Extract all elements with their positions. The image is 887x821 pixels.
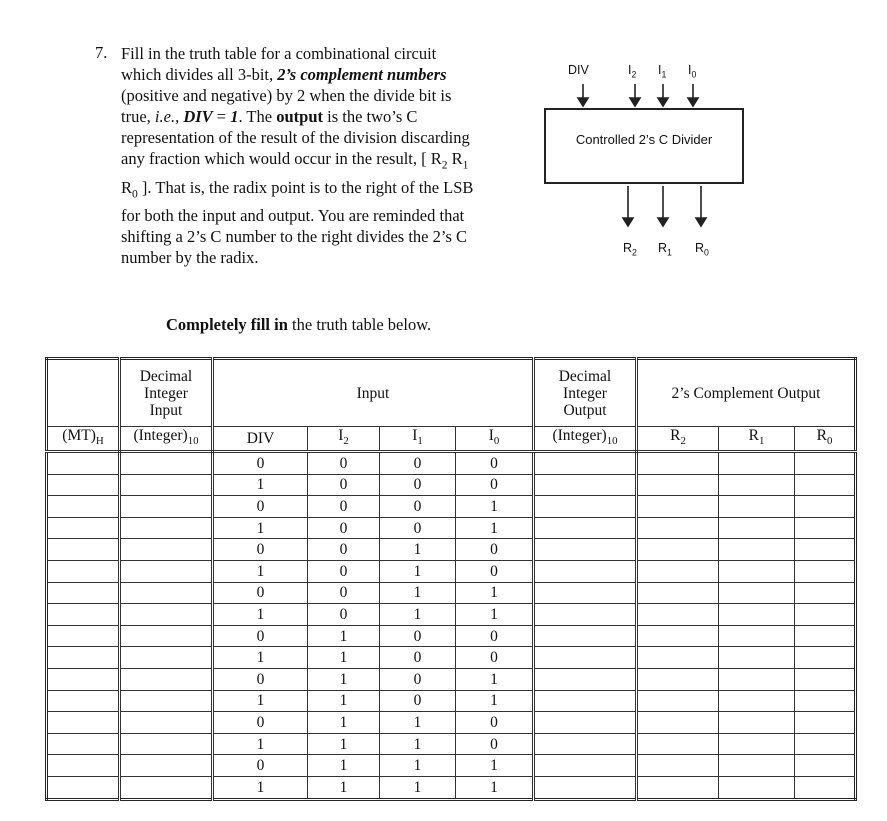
decimal-output-cell[interactable] [534, 733, 637, 755]
div-cell: 1 [213, 517, 308, 539]
div-cell: 1 [213, 604, 308, 626]
r0-cell[interactable] [795, 690, 856, 712]
i1-cell: 1 [380, 777, 456, 800]
header-decimal-input: Decimal Integer Input [120, 359, 213, 427]
r1-cell[interactable] [719, 712, 795, 734]
question-text: Fill in the truth table for a combinational circuit which divides all 3-bit, 2’s complement numbers (positive and negative) by 2 when the divide bit is true, i.e., DIV = 1. The output is the two’s C representation of the result of the division discarding any fraction which would occur in the result, [ $R_2$ $R_1$ $R_0$ ]. That is, the radix point is to the right of the LSB for both the input and output. You are reminded that shifting a 2’s C number to the right divides the 2’s C number by the radix. [121, 44, 474, 268]
i1-cell: 0 [380, 496, 456, 518]
decimal-input-cell[interactable] [120, 582, 213, 604]
col-r0: $R_0$ [795, 427, 856, 452]
input-label-div: DIV [568, 63, 589, 77]
header-input: Input [213, 359, 534, 427]
r0-cell[interactable] [795, 517, 856, 539]
r2-cell[interactable] [637, 755, 719, 777]
r2-cell[interactable] [637, 777, 719, 800]
mt-cell[interactable] [47, 647, 120, 669]
input-label-i0: $I_0$ [688, 63, 697, 80]
i2-cell: 1 [308, 669, 380, 691]
mt-cell[interactable] [47, 561, 120, 583]
table-row [47, 539, 856, 561]
mt-cell[interactable] [47, 582, 120, 604]
decimal-input-cell[interactable] [120, 669, 213, 691]
i0-cell: 0 [456, 733, 534, 755]
r2-cell[interactable] [637, 733, 719, 755]
r1-cell[interactable] [719, 474, 795, 496]
i1-cell: 0 [380, 647, 456, 669]
i2-cell: 1 [308, 733, 380, 755]
i0-cell: 0 [456, 474, 534, 496]
r1-cell[interactable] [719, 690, 795, 712]
r0-cell[interactable] [795, 604, 856, 626]
table-row [47, 625, 856, 647]
i2-cell: 1 [308, 647, 380, 669]
div-cell: 1 [213, 777, 308, 800]
i0-cell: 1 [456, 496, 534, 518]
decimal-output-cell[interactable] [534, 561, 637, 583]
i0-cell: 1 [456, 582, 534, 604]
decimal-output-cell[interactable] [534, 496, 637, 518]
r1-cell[interactable] [719, 561, 795, 583]
mt-cell[interactable] [47, 777, 120, 800]
i1-cell: 1 [380, 539, 456, 561]
col-r1: $R_1$ [719, 427, 795, 452]
i2-cell: 1 [308, 777, 380, 800]
i2-cell: 1 [308, 625, 380, 647]
input-label-i2: $I_2$ [628, 63, 637, 80]
r0-cell[interactable] [795, 625, 856, 647]
table-header-row [47, 359, 856, 427]
mt-cell[interactable] [47, 733, 120, 755]
r2-cell[interactable] [637, 561, 719, 583]
table-row [47, 496, 856, 518]
decimal-input-cell[interactable] [120, 517, 213, 539]
i0-cell: 0 [456, 452, 534, 475]
r2-cell[interactable] [637, 647, 719, 669]
r0-cell[interactable] [795, 733, 856, 755]
mt-cell[interactable] [47, 539, 120, 561]
output-label-r1: $R_1$ [658, 241, 672, 258]
r0-cell[interactable] [795, 539, 856, 561]
decimal-output-cell[interactable] [534, 755, 637, 777]
r1-cell[interactable] [719, 669, 795, 691]
i2-cell: 0 [308, 474, 380, 496]
r1-cell[interactable] [719, 582, 795, 604]
i2-cell: 0 [308, 604, 380, 626]
div-cell: 1 [213, 647, 308, 669]
divider-box-label: Controlled 2’s C Divider [575, 132, 713, 147]
div-cell: 0 [213, 539, 308, 561]
table-column-row [47, 427, 856, 452]
table-row [47, 517, 856, 539]
table-row [47, 669, 856, 691]
col-integer-out: $(Integer)_{10}$ [534, 427, 637, 452]
i1-cell: 0 [380, 669, 456, 691]
instruction: Completely fill in the truth table below. [166, 315, 432, 334]
i1-cell: 0 [380, 452, 456, 475]
i0-cell: 1 [456, 517, 534, 539]
r1-cell[interactable] [719, 452, 795, 475]
mt-cell[interactable] [47, 755, 120, 777]
r1-cell[interactable] [719, 733, 795, 755]
decimal-output-cell[interactable] [534, 452, 637, 475]
decimal-input-cell[interactable] [120, 452, 213, 475]
i0-cell: 0 [456, 712, 534, 734]
table-row [47, 604, 856, 626]
decimal-input-cell[interactable] [120, 474, 213, 496]
table-row [47, 582, 856, 604]
mt-cell[interactable] [47, 474, 120, 496]
r0-cell[interactable] [795, 561, 856, 583]
table-row [47, 452, 856, 475]
i0-cell: 1 [456, 777, 534, 800]
r1-cell[interactable] [719, 777, 795, 800]
decimal-input-cell[interactable] [120, 625, 213, 647]
decimal-output-cell[interactable] [534, 539, 637, 561]
input-label-i1: $I_1$ [658, 63, 667, 80]
i2-cell: 0 [308, 517, 380, 539]
decimal-output-cell[interactable] [534, 777, 637, 800]
mt-cell[interactable] [47, 452, 120, 475]
decimal-input-cell[interactable] [120, 647, 213, 669]
decimal-output-cell[interactable] [534, 582, 637, 604]
r1-cell[interactable] [719, 647, 795, 669]
mt-cell[interactable] [47, 604, 120, 626]
truth-table [45, 357, 857, 801]
r0-cell[interactable] [795, 755, 856, 777]
col-i2: $I_2$ [308, 427, 380, 452]
table-row [47, 777, 856, 800]
decimal-input-cell[interactable] [120, 690, 213, 712]
output-label-r0: $R_0$ [695, 241, 709, 258]
decimal-output-cell[interactable] [534, 625, 637, 647]
r2-cell[interactable] [637, 539, 719, 561]
decimal-output-cell[interactable] [534, 690, 637, 712]
r0-cell[interactable] [795, 777, 856, 800]
i1-cell: 0 [380, 625, 456, 647]
r2-cell[interactable] [637, 582, 719, 604]
divider-block-diagram [540, 60, 750, 260]
mt-cell[interactable] [47, 712, 120, 734]
i2-cell: 0 [308, 582, 380, 604]
col-integer-in: $(Integer)_{10}$ [120, 427, 213, 452]
r0-cell[interactable] [795, 474, 856, 496]
i1-cell: 0 [380, 474, 456, 496]
i2-cell: 0 [308, 452, 380, 475]
table-row [47, 712, 856, 734]
mt-cell[interactable] [47, 625, 120, 647]
i0-cell: 1 [456, 669, 534, 691]
div-cell: 1 [213, 561, 308, 583]
table-row [47, 474, 856, 496]
div-cell: 1 [213, 690, 308, 712]
i2-cell: 0 [308, 561, 380, 583]
decimal-output-cell[interactable] [534, 604, 637, 626]
header-decimal-output: Decimal Integer Output [534, 359, 637, 427]
div-cell: 0 [213, 625, 308, 647]
mt-cell[interactable] [47, 669, 120, 691]
i0-cell: 1 [456, 755, 534, 777]
r1-cell[interactable] [719, 625, 795, 647]
col-div: DIV [213, 427, 308, 452]
i0-cell: 0 [456, 647, 534, 669]
header-blank [47, 359, 120, 427]
mt-cell[interactable] [47, 517, 120, 539]
i0-cell: 0 [456, 625, 534, 647]
div-cell: 0 [213, 496, 308, 518]
decimal-input-cell[interactable] [120, 777, 213, 800]
i2-cell: 0 [308, 539, 380, 561]
i0-cell: 1 [456, 690, 534, 712]
r1-cell[interactable] [719, 517, 795, 539]
div-cell: 1 [213, 733, 308, 755]
table-row [47, 733, 856, 755]
table-row [47, 647, 856, 669]
r0-cell[interactable] [795, 712, 856, 734]
decimal-output-cell[interactable] [534, 474, 637, 496]
i1-cell: 1 [380, 733, 456, 755]
r2-cell[interactable] [637, 712, 719, 734]
decimal-input-cell[interactable] [120, 496, 213, 518]
r2-cell[interactable] [637, 690, 719, 712]
mt-cell[interactable] [47, 496, 120, 518]
col-i1: $I_1$ [380, 427, 456, 452]
table-row [47, 690, 856, 712]
r0-cell[interactable] [795, 496, 856, 518]
r1-cell[interactable] [719, 496, 795, 518]
r2-cell[interactable] [637, 604, 719, 626]
r0-cell[interactable] [795, 582, 856, 604]
decimal-input-cell[interactable] [120, 712, 213, 734]
decimal-input-cell[interactable] [120, 539, 213, 561]
i2-cell: 1 [308, 712, 380, 734]
r2-cell[interactable] [637, 517, 719, 539]
decimal-output-cell[interactable] [534, 517, 637, 539]
i0-cell: 0 [456, 539, 534, 561]
r1-cell[interactable] [719, 604, 795, 626]
r2-cell[interactable] [637, 496, 719, 518]
div-cell: 0 [213, 755, 308, 777]
i1-cell: 0 [380, 690, 456, 712]
table-row [47, 561, 856, 583]
div-cell: 0 [213, 669, 308, 691]
decimal-input-cell[interactable] [120, 733, 213, 755]
i2-cell: 1 [308, 690, 380, 712]
i0-cell: 0 [456, 561, 534, 583]
i2-cell: 0 [308, 496, 380, 518]
decimal-input-cell[interactable] [120, 604, 213, 626]
i1-cell: 1 [380, 561, 456, 583]
div-cell: 1 [213, 474, 308, 496]
decimal-output-cell[interactable] [534, 647, 637, 669]
r0-cell[interactable] [795, 647, 856, 669]
decimal-output-cell[interactable] [534, 669, 637, 691]
col-r2: $R_2$ [637, 427, 719, 452]
div-cell: 0 [213, 582, 308, 604]
r1-cell[interactable] [719, 755, 795, 777]
i1-cell: 1 [380, 604, 456, 626]
i1-cell: 0 [380, 517, 456, 539]
output-label-r2: $R_2$ [623, 241, 637, 258]
decimal-input-cell[interactable] [120, 561, 213, 583]
i2-cell: 1 [308, 755, 380, 777]
mt-cell[interactable] [47, 690, 120, 712]
r0-cell[interactable] [795, 452, 856, 475]
r2-cell[interactable] [637, 452, 719, 475]
i0-cell: 1 [456, 604, 534, 626]
question-number: 7. [95, 43, 108, 62]
decimal-output-cell[interactable] [534, 712, 637, 734]
i1-cell: 1 [380, 582, 456, 604]
header-output: 2’s Complement Output [637, 359, 856, 427]
r2-cell[interactable] [637, 474, 719, 496]
table-row [47, 755, 856, 777]
col-i0: $I_0$ [456, 427, 534, 452]
div-cell: 0 [213, 712, 308, 734]
r0-cell[interactable] [795, 669, 856, 691]
div-cell: 0 [213, 452, 308, 475]
i1-cell: 1 [380, 712, 456, 734]
col-mt: $(MT)_H$ [47, 427, 120, 452]
r1-cell[interactable] [719, 539, 795, 561]
decimal-input-cell[interactable] [120, 755, 213, 777]
divider-box [544, 108, 744, 184]
r2-cell[interactable] [637, 625, 719, 647]
r2-cell[interactable] [637, 669, 719, 691]
i1-cell: 1 [380, 755, 456, 777]
